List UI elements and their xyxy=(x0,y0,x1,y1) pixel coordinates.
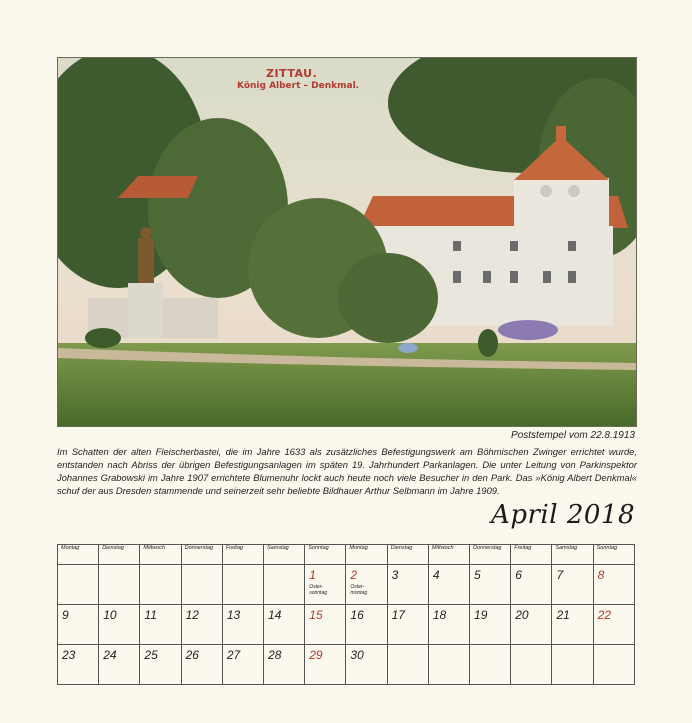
day-number: 10 xyxy=(103,608,117,622)
calendar-day-cell xyxy=(305,605,346,645)
calendar-day-cell xyxy=(552,565,593,605)
day-number: 9 xyxy=(62,608,69,622)
calendar-day-cell xyxy=(470,565,511,605)
weekday-label: Samstag xyxy=(552,545,593,565)
calendar-day-cell xyxy=(387,645,428,685)
day-number: 5 xyxy=(474,568,481,582)
day-number: 18 xyxy=(432,608,447,622)
calendar-day-cell xyxy=(58,645,99,685)
calendar-day-cell xyxy=(58,565,99,605)
day-number: 15 xyxy=(309,608,323,622)
calendar-day-cell xyxy=(181,645,222,685)
day-number: 7 xyxy=(556,568,564,582)
calendar-body xyxy=(58,565,635,685)
postmark-date: Poststempel vom 22.8.1913 xyxy=(511,430,635,441)
day-number: 12 xyxy=(185,608,199,622)
calendar-day-cell xyxy=(552,645,593,685)
day-number: 25 xyxy=(144,648,158,662)
calendar-grid xyxy=(57,544,635,685)
calendar-day-cell xyxy=(99,645,140,685)
calendar-day-cell xyxy=(181,605,222,645)
calendar-day-cell xyxy=(181,565,222,605)
calendar-day-cell xyxy=(140,645,181,685)
weekday-label: Donnerstag xyxy=(181,545,222,565)
calendar-day-cell xyxy=(470,605,511,645)
day-number: 16 xyxy=(350,608,364,622)
weekday-label: Freitag xyxy=(511,545,552,565)
calendar-day-cell xyxy=(552,605,593,645)
weekday-label: Dienstag xyxy=(387,545,428,565)
calendar-day-cell xyxy=(593,605,634,645)
weekday-label: Samstag xyxy=(264,545,305,565)
day-number: 14 xyxy=(268,608,282,622)
weekday-label: Sonntag xyxy=(305,545,346,565)
day-number: 1 xyxy=(309,568,316,582)
postcard-city-label: ZITTAU. xyxy=(266,67,318,80)
day-number: 26 xyxy=(185,648,199,662)
weekday-label: Montag xyxy=(346,545,387,565)
day-number: 8 xyxy=(597,568,605,582)
day-number: 23 xyxy=(62,648,76,662)
calendar-week-row xyxy=(58,565,635,605)
day-number: 3 xyxy=(391,568,399,582)
day-number: 2 xyxy=(350,568,358,582)
calendar-day-cell xyxy=(511,605,552,645)
calendar-day-cell xyxy=(470,645,511,685)
calendar-week-row xyxy=(58,645,635,685)
calendar-day-cell xyxy=(511,565,552,605)
calendar-day-cell xyxy=(346,605,387,645)
day-number: 17 xyxy=(391,608,405,622)
day-number: 6 xyxy=(515,568,522,582)
calendar-day-cell xyxy=(593,565,634,605)
calendar-week-row xyxy=(58,605,635,645)
weekday-label: Dienstag xyxy=(99,545,140,565)
day-number: 30 xyxy=(350,648,364,662)
calendar-day-cell xyxy=(264,645,305,685)
calendar-day-cell xyxy=(264,605,305,645)
calendar-day-cell xyxy=(346,565,387,605)
calendar-day-cell xyxy=(222,605,263,645)
day-number: 24 xyxy=(103,648,117,662)
postcard-subject-label: König Albert – Denkmal. xyxy=(237,81,360,91)
day-number: 29 xyxy=(309,648,323,662)
calendar-day-cell xyxy=(140,565,181,605)
calendar-day-cell xyxy=(305,645,346,685)
calendar-day-cell xyxy=(346,645,387,685)
weekday-label: Mittwoch xyxy=(428,545,469,565)
day-number: 28 xyxy=(268,648,282,662)
calendar-day-cell xyxy=(428,645,469,685)
weekday-label: Montag xyxy=(58,545,99,565)
calendar-day-cell xyxy=(222,565,263,605)
description-paragraph: Im Schatten der alten Fleischerbastei, die im Jahre 1633 als zusätzliches Befestigungswerk am Böhmischen Zwinger errichtet wurde, entstanden nach Abriss der übrigen Befestigungsanlagen im späten 19. Jahrhundert Parkanlagen. Die unter Leitung von Parkinspektor Johannes Grabowski im Jahre 1907 errichtete Blumenuhr lockt auch heute noch viele Besucher in den Park. Das »König Albert Denkmal« schuf der aus Dresden stammende und seinerzeit sehr beliebte Bildhauer Arthur Selbmann im Jahre 1909. xyxy=(57,446,637,496)
park-scene-illustration xyxy=(58,58,636,426)
weekday-label: Freitag xyxy=(222,545,263,565)
day-number: 4 xyxy=(432,568,440,582)
day-number: 20 xyxy=(515,608,529,622)
day-number: 27 xyxy=(226,648,241,662)
day-number: 19 xyxy=(474,608,488,622)
weekday-header-row xyxy=(58,545,635,565)
calendar-day-cell xyxy=(99,565,140,605)
holiday-note: Oster- sonntag xyxy=(309,584,328,596)
calendar-day-cell xyxy=(428,565,469,605)
postcard-photo xyxy=(57,57,637,427)
weekday-label: Sonntag xyxy=(593,545,634,565)
calendar-day-cell xyxy=(387,605,428,645)
calendar-day-cell xyxy=(593,645,634,685)
calendar-day-cell xyxy=(511,645,552,685)
day-number: 11 xyxy=(144,608,157,622)
holiday-note: Oster- montag xyxy=(350,584,368,596)
calendar-day-cell xyxy=(428,605,469,645)
calendar-day-cell xyxy=(387,565,428,605)
calendar-day-cell xyxy=(99,605,140,645)
day-number: 21 xyxy=(556,608,570,622)
calendar-day-cell xyxy=(222,645,263,685)
calendar-day-cell xyxy=(58,605,99,645)
weekday-label: Mittwoch xyxy=(140,545,181,565)
calendar-day-cell xyxy=(305,565,346,605)
calendar-day-cell xyxy=(264,565,305,605)
month-title: April 2018 xyxy=(491,500,635,530)
weekday-label: Donnerstag xyxy=(470,545,511,565)
day-number: 22 xyxy=(597,608,611,622)
day-number: 13 xyxy=(226,608,241,622)
calendar-day-cell xyxy=(140,605,181,645)
